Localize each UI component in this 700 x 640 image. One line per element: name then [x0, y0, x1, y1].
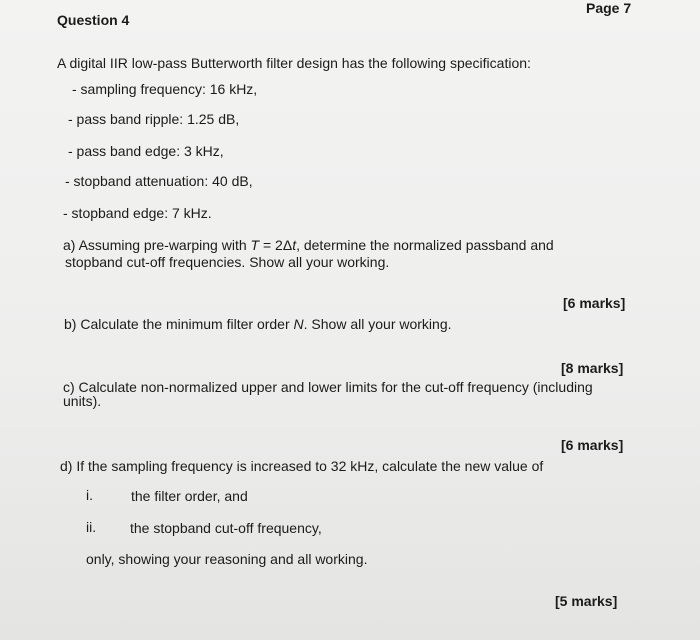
page-number: Page 7 — [586, 0, 632, 16]
part-a-marks: [6 marks] — [563, 295, 626, 311]
part-a-line1 — [63, 237, 554, 254]
part-a-text-mid: = 2Δ — [259, 237, 293, 253]
part-b-marks: [8 marks] — [561, 360, 624, 376]
variable-N: N — [293, 316, 304, 332]
part-d-closing: only, showing your reasoning and all working. — [86, 551, 368, 567]
spec-item: - sampling frequency: 16 kHz, — [72, 81, 258, 97]
part-d-item-number: i. — [86, 487, 93, 503]
part-a-text-post: , determine the normalized passband and — [296, 237, 554, 253]
part-d-item-text: the filter order, and — [131, 488, 248, 504]
part-c-line1: c) Calculate non-normalized upper and lower limits for the cut-off frequency (including — [63, 379, 593, 395]
part-b-text-pre: b) Calculate the minimum filter order — [64, 316, 294, 332]
variable-T: T — [250, 237, 260, 253]
spec-item: - stopband attenuation: 40 dB, — [65, 173, 253, 189]
part-b-text-post: . Show all your working. — [303, 316, 452, 332]
variable-t: t — [292, 237, 297, 253]
spec-item: - pass band ripple: 1.25 dB, — [68, 111, 240, 127]
part-d-text: d) If the sampling frequency is increased to 32 kHz, calculate the new value of — [60, 458, 544, 474]
part-d-item-text: the stopband cut-off frequency, — [130, 520, 322, 536]
part-a-text-pre: a) Assuming pre-warping with — [63, 237, 251, 253]
intro-text: A digital IIR low-pass Butterworth filter design has the following specification: — [57, 55, 531, 71]
part-d-marks: [5 marks] — [555, 593, 618, 609]
part-c-line2: units). — [63, 393, 102, 409]
part-b-text — [64, 316, 452, 333]
spec-item: - pass band edge: 3 kHz, — [68, 143, 224, 159]
spec-item: - stopband edge: 7 kHz. — [63, 205, 212, 221]
part-d-item-number: ii. — [86, 519, 97, 535]
part-c-marks: [6 marks] — [561, 437, 624, 453]
question-title: Question 4 — [57, 12, 130, 28]
part-a-line2: stopband cut-off frequencies. Show all your working. — [65, 254, 390, 270]
